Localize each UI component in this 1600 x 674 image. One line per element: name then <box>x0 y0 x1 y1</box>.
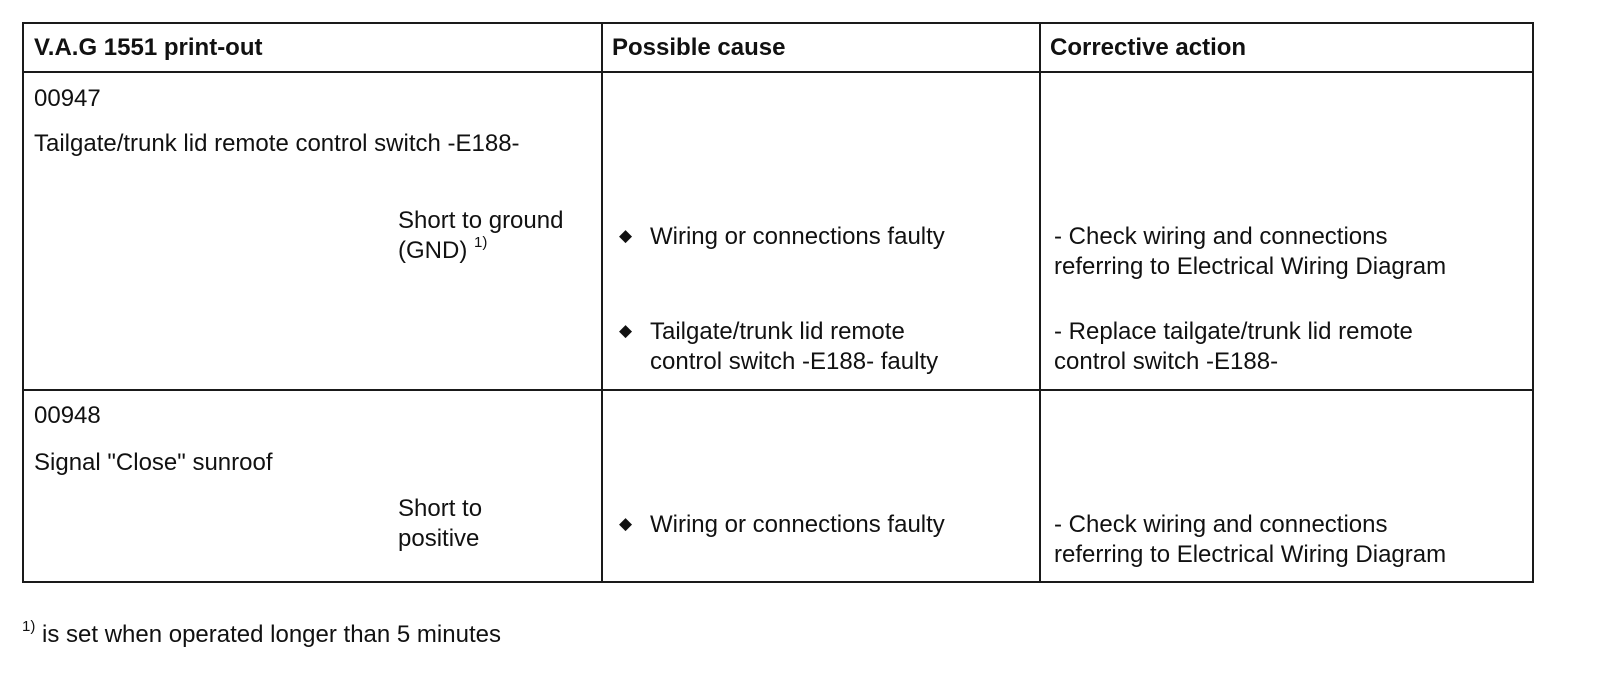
diamond-bullet-icon: ◆ <box>619 226 633 245</box>
action-text-line2: referring to Electrical Wiring Diagram <box>1054 253 1447 280</box>
fault-type-line1: Short to <box>398 495 483 522</box>
footnote-marker: 1) <box>22 618 36 635</box>
cause-text-line2: control switch -E188- faulty <box>650 348 939 375</box>
cause-text-line1: Tailgate/trunk lid remote <box>650 318 905 345</box>
column-divider-2 <box>1039 24 1041 581</box>
fault-type-line2: (GND) $^{1)}$ <box>398 234 488 264</box>
footnote-text: is set when operated longer than 5 minutes <box>35 621 501 648</box>
header-corrective-action: Corrective action <box>1050 34 1247 61</box>
header-divider <box>24 71 1532 73</box>
diamond-bullet-icon: ◆ <box>619 321 633 340</box>
component-name: Tailgate/trunk lid remote control switch -E188- <box>34 130 520 157</box>
action-text-line1: - Check wiring and connections <box>1054 511 1388 538</box>
action-text-line1: - Replace tailgate/trunk lid remote <box>1054 318 1413 345</box>
fault-type-line2: positive <box>398 525 480 552</box>
footnote-ref: 1) <box>474 234 488 251</box>
cause-text: Wiring or connections faulty <box>650 223 945 250</box>
fault-code-00948: 00948 <box>34 402 101 429</box>
fault-code-table <box>22 22 1534 583</box>
footnote <box>22 620 501 653</box>
component-name: Signal "Close" sunroof <box>34 449 273 476</box>
fault-type-line1: Short to ground <box>398 207 564 234</box>
row-divider <box>24 389 1532 391</box>
header-possible-cause: Possible cause <box>612 34 786 61</box>
fault-code-00947: 00947 <box>34 85 101 112</box>
action-text-line2: referring to Electrical Wiring Diagram <box>1054 541 1447 568</box>
column-divider-1 <box>601 24 603 581</box>
header-printout: V.A.G 1551 print-out <box>34 34 263 61</box>
cause-text: Wiring or connections faulty <box>650 511 945 538</box>
diamond-bullet-icon: ◆ <box>619 514 633 533</box>
action-text-line2: control switch -E188- <box>1054 348 1279 375</box>
action-text-line1: - Check wiring and connections <box>1054 223 1388 250</box>
